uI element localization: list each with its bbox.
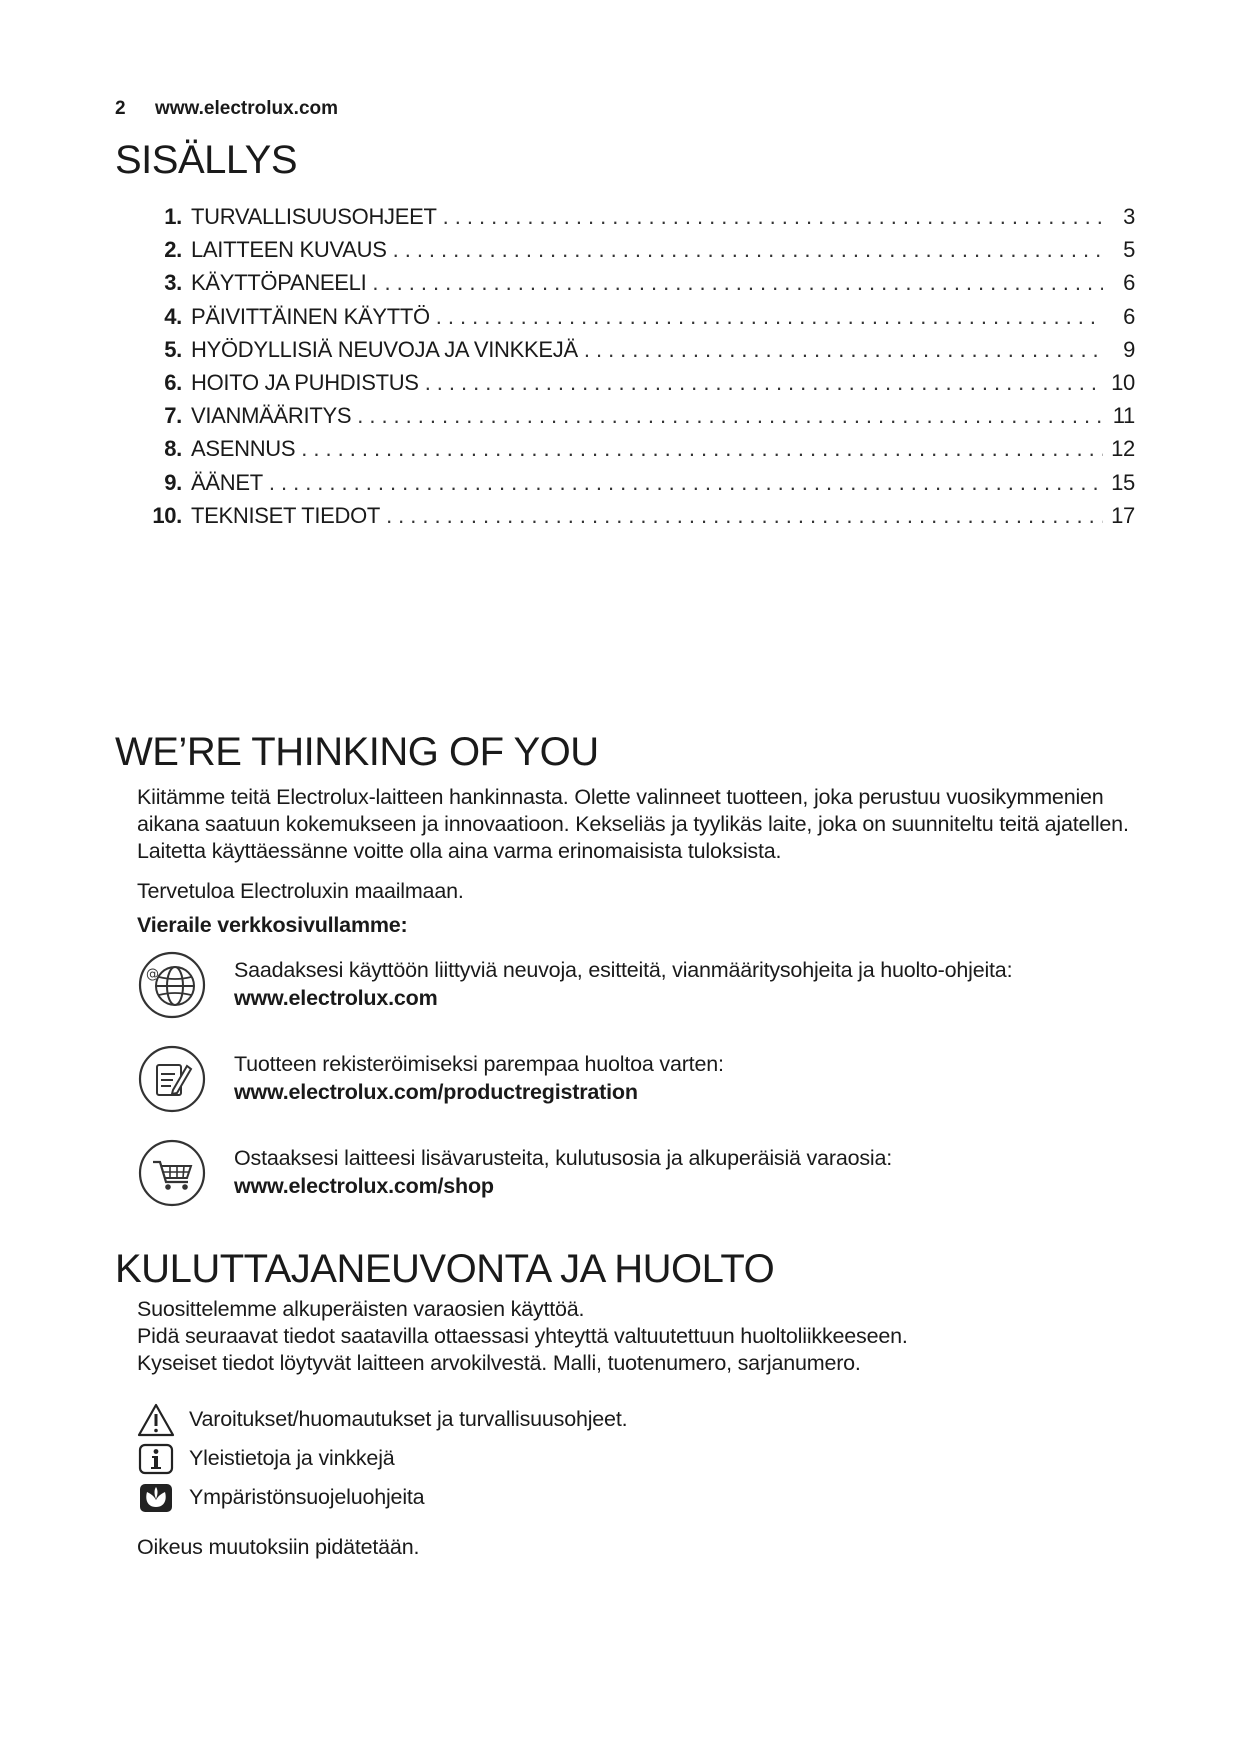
registration-link-url[interactable]: www.electrolux.com/productregistration (234, 1080, 638, 1104)
table-of-contents (140, 204, 1135, 536)
toc-item[interactable] (140, 403, 1135, 436)
toc-item-page: 6 (1123, 303, 1135, 329)
visit-heading: Vieraile verkkosivullamme: (137, 913, 408, 937)
toc-item-number: 10. (152, 502, 182, 528)
toc-item-page: 17 (1111, 502, 1135, 528)
toc-item-number: 5. (164, 336, 182, 362)
toc-item[interactable] (140, 503, 1135, 536)
toc-leader-dots (425, 370, 1103, 396)
registration-link-description: Tuotteen rekisteröimiseksi parempaa huoltoa varten: (234, 1052, 724, 1076)
toc-item[interactable] (140, 337, 1135, 370)
toc-item-number: 3. (164, 270, 182, 296)
toc-item-label: TURVALLISUUSOHJEET (191, 204, 437, 229)
toc-item[interactable] (140, 470, 1135, 503)
toc-leader-dots (436, 304, 1103, 330)
toc-item-page: 11 (1112, 403, 1135, 429)
toc-item[interactable] (140, 436, 1135, 469)
toc-item[interactable] (140, 270, 1135, 303)
legend-item (137, 1439, 627, 1478)
environment-icon (137, 1481, 175, 1515)
toc-item-number: 7. (164, 403, 182, 429)
shop-link-url[interactable]: www.electrolux.com/shop (234, 1174, 494, 1198)
service-line: Suosittelemme alkuperäisten varaosien käyttöä. (137, 1297, 585, 1321)
service-line: Kyseiset tiedot löytyvät laitteen arvokilvestä. Malli, tuotenumero, sarjanumero. (137, 1351, 861, 1375)
support-link-block (137, 950, 1137, 1030)
legend-label: Varoitukset/huomautukset ja turvallisuusohjeet. (189, 1407, 628, 1431)
toc-item[interactable] (140, 237, 1135, 270)
toc-item-number: 9. (164, 469, 182, 495)
toc-item-page: 10 (1111, 369, 1135, 395)
toc-leader-dots (443, 204, 1103, 230)
toc-item[interactable] (140, 204, 1135, 237)
toc-item-number: 8. (164, 436, 182, 462)
shopping-cart-icon (137, 1138, 207, 1208)
legend-label: Ympäristönsuojeluohjeita (189, 1485, 425, 1509)
toc-leader-dots (372, 270, 1103, 296)
legend-label: Yleistietoja ja vinkkejä (189, 1446, 395, 1470)
svg-text:@: @ (146, 967, 159, 982)
toc-item-label: ÄÄNET (191, 469, 263, 495)
toc-item-label: PÄIVITTÄINEN KÄYTTÖ (191, 303, 430, 329)
legend-item (137, 1400, 627, 1439)
toc-item[interactable] (140, 370, 1135, 403)
header-website[interactable]: www.electrolux.com (155, 98, 339, 119)
toc-item-page: 12 (1111, 436, 1135, 462)
toc-item-page: 3 (1123, 204, 1135, 229)
support-link-description: Saadaksesi käyttöön liittyviä neuvoja, esitteitä, vianmääritysohjeita ja huolto-ohjeita: (234, 958, 1013, 982)
toc-leader-dots (269, 470, 1103, 496)
toc-item-number: 6. (164, 369, 182, 395)
toc-item-page: 15 (1111, 469, 1135, 495)
thinking-of-you-title: WE’RE THINKING OF YOU (115, 730, 599, 774)
shop-link-block (137, 1138, 1137, 1218)
service-line: Pidä seuraavat tiedot saatavilla ottaessasi yhteyttä valtuutettuun huoltoliikkeeseen. (137, 1324, 908, 1348)
toc-item-number: 1. (164, 204, 182, 229)
toc-leader-dots (584, 337, 1103, 363)
toc-item-label: HOITO JA PUHDISTUS (191, 369, 419, 395)
symbol-legend (137, 1400, 627, 1517)
toc-item-label: HYÖDYLLISIÄ NEUVOJA JA VINKKEJÄ (191, 336, 578, 362)
service-title: KULUTTAJANEUVONTA JA HUOLTO (115, 1247, 775, 1291)
toc-leader-dots (301, 436, 1103, 462)
globe-icon (137, 950, 207, 1020)
support-link-url[interactable]: www.electrolux.com (234, 986, 438, 1010)
toc-item-label: TEKNISET TIEDOT (191, 502, 381, 528)
toc-leader-dots (357, 403, 1103, 429)
toc-item-label: VIANMÄÄRITYS (191, 403, 352, 429)
toc-item-number: 4. (164, 303, 182, 329)
toc-item-label: LAITTEEN KUVAUS (191, 237, 387, 263)
service-paragraph (137, 1296, 1137, 1377)
toc-leader-dots (393, 237, 1103, 263)
toc-item-page: 5 (1123, 237, 1135, 263)
toc-item-page: 9 (1123, 336, 1135, 362)
toc-item-page: 6 (1123, 270, 1135, 296)
page-number: 2 (115, 98, 126, 119)
info-icon (137, 1442, 175, 1476)
shop-link-description: Ostaaksesi laitteesi lisävarusteita, kulutusosia ja alkuperäisiä varaosia: (234, 1146, 892, 1170)
registration-icon (137, 1044, 207, 1114)
legend-item (137, 1478, 627, 1517)
warning-icon (137, 1403, 175, 1437)
toc-item-number: 2. (164, 237, 182, 263)
toc-leader-dots (386, 503, 1103, 529)
toc-item[interactable] (140, 304, 1135, 337)
toc-title: SISÄLLYS (115, 138, 298, 182)
welcome-text: Tervetuloa Electroluxin maailmaan. (137, 879, 464, 903)
intro-paragraph: Kiitämme teitä Electrolux-laitteen hankinnasta. Olette valinneet tuotteen, joka perustuu vuosikymmenien aikana saatuun kokemukseen ja innovaatioon. Kekseliäs ja tyylikäs laite, joka on suunniteltu teitä ajatellen. Laitetta käyttäessänne voitte olla aina varma erinomaisista tuloksista. (137, 785, 1129, 863)
toc-item-label: ASENNUS (191, 436, 296, 462)
registration-link-block (137, 1044, 1137, 1124)
rights-reserved: Oikeus muutoksiin pidätetään. (137, 1535, 420, 1559)
toc-item-label: KÄYTTÖPANEELI (191, 270, 367, 296)
page-header (115, 98, 338, 120)
